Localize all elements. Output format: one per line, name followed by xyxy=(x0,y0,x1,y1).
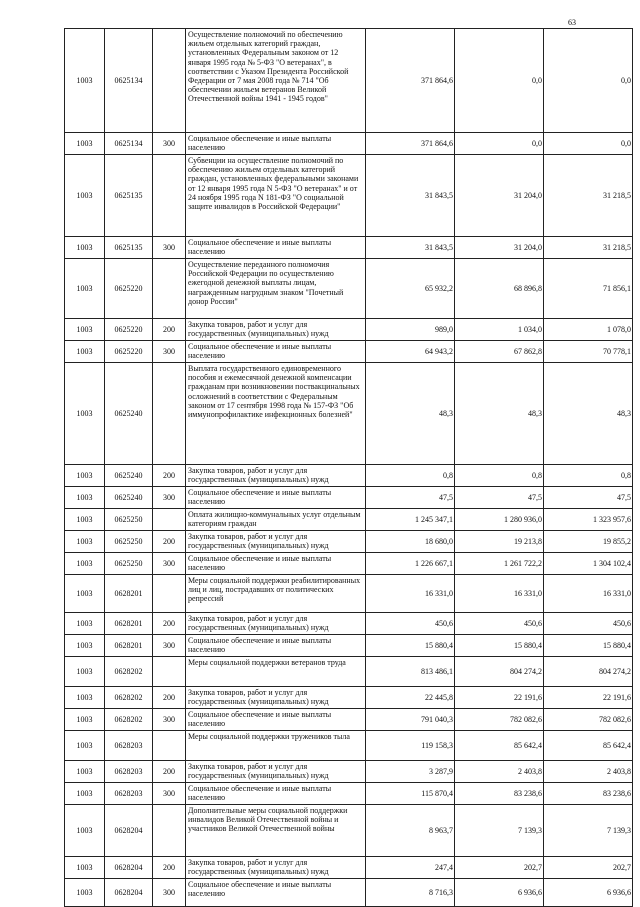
item-name: Меры социальной поддержки тружеников тыла xyxy=(186,731,366,761)
item-name: Осуществление переданного полномочия Российской Федерации по осуществлению ежегодной денежной выплаты лицам, награжденным нагрудным знаком "Почетный донор России" xyxy=(186,259,366,319)
item-name: Социальное обеспечение и иные выплаты населению xyxy=(186,487,366,509)
amount-year-1: 48,3 xyxy=(366,363,455,465)
target-article-code: 0628201 xyxy=(105,635,153,657)
amount-year-2: 68 896,8 xyxy=(455,259,544,319)
amount-year-2: 0,0 xyxy=(455,133,544,155)
table-row xyxy=(65,709,633,731)
table-row xyxy=(65,487,633,509)
expense-type-code: 300 xyxy=(153,879,186,907)
table-row xyxy=(65,731,633,761)
item-name: Социальное обеспечение и иные выплаты населению xyxy=(186,783,366,805)
amount-year-2: 6 936,6 xyxy=(455,879,544,907)
expense-type-code: 300 xyxy=(153,237,186,259)
amount-year-3: 85 642,4 xyxy=(544,731,633,761)
amount-year-2: 15 880,4 xyxy=(455,635,544,657)
amount-year-3: 47,5 xyxy=(544,487,633,509)
amount-year-2: 48,3 xyxy=(455,363,544,465)
table-row xyxy=(65,635,633,657)
amount-year-3: 0,0 xyxy=(544,29,633,133)
amount-year-3: 16 331,0 xyxy=(544,575,633,613)
amount-year-3: 0,8 xyxy=(544,465,633,487)
table-row xyxy=(65,259,633,319)
expense-type-code: 300 xyxy=(153,487,186,509)
amount-year-3: 31 218,5 xyxy=(544,237,633,259)
section-code: 1003 xyxy=(65,553,105,575)
table-row xyxy=(65,29,633,133)
amount-year-2: 31 204,0 xyxy=(455,237,544,259)
amount-year-3: 31 218,5 xyxy=(544,155,633,237)
amount-year-1: 31 843,5 xyxy=(366,237,455,259)
section-code: 1003 xyxy=(65,531,105,553)
target-article-code: 0625240 xyxy=(105,487,153,509)
amount-year-1: 3 287,9 xyxy=(366,761,455,783)
amount-year-1: 8 716,3 xyxy=(366,879,455,907)
expense-type-code: 200 xyxy=(153,761,186,783)
amount-year-2: 67 862,8 xyxy=(455,341,544,363)
table-row xyxy=(65,879,633,907)
target-article-code: 0628204 xyxy=(105,805,153,857)
table-row xyxy=(65,783,633,805)
expense-type-code: 200 xyxy=(153,857,186,879)
item-name: Социальное обеспечение и иные выплаты населению xyxy=(186,237,366,259)
section-code: 1003 xyxy=(65,487,105,509)
amount-year-2: 7 139,3 xyxy=(455,805,544,857)
amount-year-1: 31 843,5 xyxy=(366,155,455,237)
amount-year-3: 15 880,4 xyxy=(544,635,633,657)
table-row xyxy=(65,657,633,687)
target-article-code: 0628203 xyxy=(105,731,153,761)
amount-year-3: 2 403,8 xyxy=(544,761,633,783)
amount-year-2: 1 261 722,2 xyxy=(455,553,544,575)
amount-year-1: 1 245 347,1 xyxy=(366,509,455,531)
amount-year-2: 2 403,8 xyxy=(455,761,544,783)
section-code: 1003 xyxy=(65,731,105,761)
target-article-code: 0625240 xyxy=(105,465,153,487)
target-article-code: 0625134 xyxy=(105,133,153,155)
amount-year-3: 71 856,1 xyxy=(544,259,633,319)
amount-year-2: 804 274,2 xyxy=(455,657,544,687)
target-article-code: 0625134 xyxy=(105,29,153,133)
amount-year-3: 1 304 102,4 xyxy=(544,553,633,575)
item-name: Осуществление полномочий по обеспечению жильем отдельных категорий граждан, установленных Федеральным законом от 12 января 1995 года № 5-ФЗ "О ветеранах", в соответствии с Указом Президента Российской Федерации от 7 мая 2008 года № 714 "Об обеспечении жильем ветеранов Великой Отечественной войны 1941 - 1945 годов" xyxy=(186,29,366,133)
target-article-code: 0628204 xyxy=(105,879,153,907)
item-name: Закупка товаров, работ и услуг для государственных (муниципальных) нужд xyxy=(186,687,366,709)
expense-type-code: 300 xyxy=(153,783,186,805)
section-code: 1003 xyxy=(65,783,105,805)
table-row xyxy=(65,363,633,465)
section-code: 1003 xyxy=(65,259,105,319)
expense-type-code xyxy=(153,363,186,465)
target-article-code: 0628202 xyxy=(105,657,153,687)
amount-year-1: 22 445,8 xyxy=(366,687,455,709)
table-row xyxy=(65,857,633,879)
amount-year-3: 6 936,6 xyxy=(544,879,633,907)
expense-type-code xyxy=(153,259,186,319)
amount-year-1: 0,8 xyxy=(366,465,455,487)
table-row xyxy=(65,613,633,635)
amount-year-2: 19 213,8 xyxy=(455,531,544,553)
target-article-code: 0628202 xyxy=(105,709,153,731)
expense-type-code xyxy=(153,805,186,857)
target-article-code: 0625250 xyxy=(105,509,153,531)
section-code: 1003 xyxy=(65,805,105,857)
target-article-code: 0625220 xyxy=(105,341,153,363)
table-row xyxy=(65,319,633,341)
amount-year-3: 804 274,2 xyxy=(544,657,633,687)
section-code: 1003 xyxy=(65,575,105,613)
target-article-code: 0625250 xyxy=(105,531,153,553)
target-article-code: 0625240 xyxy=(105,363,153,465)
section-code: 1003 xyxy=(65,155,105,237)
table-row xyxy=(65,687,633,709)
expense-type-code xyxy=(153,731,186,761)
target-article-code: 0628203 xyxy=(105,761,153,783)
amount-year-1: 119 158,3 xyxy=(366,731,455,761)
amount-year-1: 247,4 xyxy=(366,857,455,879)
amount-year-1: 16 331,0 xyxy=(366,575,455,613)
amount-year-3: 0,0 xyxy=(544,133,633,155)
amount-year-3: 22 191,6 xyxy=(544,687,633,709)
item-name: Оплата жилищно-коммунальных услуг отдельным категориям граждан xyxy=(186,509,366,531)
amount-year-2: 16 331,0 xyxy=(455,575,544,613)
amount-year-3: 7 139,3 xyxy=(544,805,633,857)
section-code: 1003 xyxy=(65,509,105,531)
amount-year-3: 782 082,6 xyxy=(544,709,633,731)
amount-year-3: 48,3 xyxy=(544,363,633,465)
expense-type-code xyxy=(153,155,186,237)
table-row xyxy=(65,805,633,857)
amount-year-1: 8 963,7 xyxy=(366,805,455,857)
target-article-code: 0625220 xyxy=(105,259,153,319)
amount-year-2: 782 082,6 xyxy=(455,709,544,731)
section-code: 1003 xyxy=(65,465,105,487)
expense-type-code: 200 xyxy=(153,319,186,341)
item-name: Закупка товаров, работ и услуг для государственных (муниципальных) нужд xyxy=(186,319,366,341)
item-name: Меры социальной поддержки ветеранов труда xyxy=(186,657,366,687)
section-code: 1003 xyxy=(65,709,105,731)
target-article-code: 0628204 xyxy=(105,857,153,879)
expense-type-code xyxy=(153,575,186,613)
expense-type-code: 200 xyxy=(153,531,186,553)
item-name: Социальное обеспечение и иные выплаты населению xyxy=(186,341,366,363)
table-row xyxy=(65,155,633,237)
budget-table xyxy=(64,28,633,907)
amount-year-1: 15 880,4 xyxy=(366,635,455,657)
expense-type-code: 300 xyxy=(153,133,186,155)
amount-year-3: 19 855,2 xyxy=(544,531,633,553)
target-article-code: 0628201 xyxy=(105,613,153,635)
expense-type-code: 200 xyxy=(153,613,186,635)
amount-year-2: 202,7 xyxy=(455,857,544,879)
section-code: 1003 xyxy=(65,613,105,635)
item-name: Закупка товаров, работ и услуг для государственных (муниципальных) нужд xyxy=(186,613,366,635)
item-name: Социальное обеспечение и иные выплаты населению xyxy=(186,635,366,657)
amount-year-1: 115 870,4 xyxy=(366,783,455,805)
expense-type-code: 200 xyxy=(153,687,186,709)
item-name: Закупка товаров, работ и услуг для государственных (муниципальных) нужд xyxy=(186,531,366,553)
section-code: 1003 xyxy=(65,687,105,709)
section-code: 1003 xyxy=(65,879,105,907)
amount-year-2: 83 238,6 xyxy=(455,783,544,805)
item-name: Дополнительные меры социальной поддержки инвалидов Великой Отечественной войны и участников Великой Отечественной войны xyxy=(186,805,366,857)
section-code: 1003 xyxy=(65,341,105,363)
expense-type-code: 200 xyxy=(153,465,186,487)
target-article-code: 0625220 xyxy=(105,319,153,341)
amount-year-1: 989,0 xyxy=(366,319,455,341)
table-row xyxy=(65,575,633,613)
section-code: 1003 xyxy=(65,319,105,341)
section-code: 1003 xyxy=(65,761,105,783)
item-name: Закупка товаров, работ и услуг для государственных (муниципальных) нужд xyxy=(186,761,366,783)
expense-type-code xyxy=(153,509,186,531)
expense-type-code: 300 xyxy=(153,635,186,657)
amount-year-3: 450,6 xyxy=(544,613,633,635)
expense-type-code: 300 xyxy=(153,341,186,363)
expense-type-code: 300 xyxy=(153,553,186,575)
amount-year-2: 0,8 xyxy=(455,465,544,487)
expense-type-code xyxy=(153,657,186,687)
amount-year-1: 813 486,1 xyxy=(366,657,455,687)
page-number: 63 xyxy=(568,18,576,27)
table-row xyxy=(65,237,633,259)
item-name: Выплата государственного единовременного пособия и ежемесячной денежной компенсации гражданам при возникновении поствакцинальных осложнений в соответствии с Федеральным законом от 17 сентября 1998 года № 157-ФЗ "Об иммунопрофилактике инфекционных болезней" xyxy=(186,363,366,465)
expense-type-code: 300 xyxy=(153,709,186,731)
table-row xyxy=(65,509,633,531)
amount-year-1: 65 932,2 xyxy=(366,259,455,319)
amount-year-3: 1 323 957,6 xyxy=(544,509,633,531)
target-article-code: 0625135 xyxy=(105,237,153,259)
amount-year-2: 22 191,6 xyxy=(455,687,544,709)
amount-year-2: 1 280 936,0 xyxy=(455,509,544,531)
table-row xyxy=(65,465,633,487)
table-row xyxy=(65,341,633,363)
amount-year-1: 371 864,6 xyxy=(366,133,455,155)
item-name: Социальное обеспечение и иные выплаты населению xyxy=(186,879,366,907)
amount-year-3: 70 778,1 xyxy=(544,341,633,363)
item-name: Закупка товаров, работ и услуг для государственных (муниципальных) нужд xyxy=(186,857,366,879)
amount-year-1: 64 943,2 xyxy=(366,341,455,363)
target-article-code: 0625250 xyxy=(105,553,153,575)
item-name: Субвенции на осуществление полномочий по обеспечению жильем отдельных категорий граждан, установленных федеральными законами от 12 января 1995 года N 5-ФЗ "О ветеранах" и от 24 ноября 1995 года N 181-ФЗ "О социальной защите инвалидов в Российской Федерации" xyxy=(186,155,366,237)
amount-year-3: 83 238,6 xyxy=(544,783,633,805)
amount-year-1: 47,5 xyxy=(366,487,455,509)
item-name: Меры социальной поддержки реабилитированных лиц и лиц, пострадавших от политических репрессий xyxy=(186,575,366,613)
amount-year-2: 31 204,0 xyxy=(455,155,544,237)
amount-year-2: 0,0 xyxy=(455,29,544,133)
amount-year-1: 791 040,3 xyxy=(366,709,455,731)
section-code: 1003 xyxy=(65,133,105,155)
amount-year-2: 1 034,0 xyxy=(455,319,544,341)
amount-year-2: 47,5 xyxy=(455,487,544,509)
amount-year-2: 450,6 xyxy=(455,613,544,635)
amount-year-1: 371 864,6 xyxy=(366,29,455,133)
section-code: 1003 xyxy=(65,237,105,259)
item-name: Социальное обеспечение и иные выплаты населению xyxy=(186,133,366,155)
item-name: Социальное обеспечение и иные выплаты населению xyxy=(186,709,366,731)
section-code: 1003 xyxy=(65,363,105,465)
amount-year-1: 1 226 667,1 xyxy=(366,553,455,575)
target-article-code: 0625135 xyxy=(105,155,153,237)
target-article-code: 0628201 xyxy=(105,575,153,613)
table-row xyxy=(65,133,633,155)
table-row xyxy=(65,553,633,575)
table-row xyxy=(65,761,633,783)
amount-year-3: 1 078,0 xyxy=(544,319,633,341)
item-name: Закупка товаров, работ и услуг для государственных (муниципальных) нужд xyxy=(186,465,366,487)
section-code: 1003 xyxy=(65,29,105,133)
section-code: 1003 xyxy=(65,635,105,657)
section-code: 1003 xyxy=(65,857,105,879)
expense-type-code xyxy=(153,29,186,133)
table-row xyxy=(65,531,633,553)
amount-year-1: 18 680,0 xyxy=(366,531,455,553)
target-article-code: 0628203 xyxy=(105,783,153,805)
target-article-code: 0628202 xyxy=(105,687,153,709)
amount-year-2: 85 642,4 xyxy=(455,731,544,761)
item-name: Социальное обеспечение и иные выплаты населению xyxy=(186,553,366,575)
amount-year-3: 202,7 xyxy=(544,857,633,879)
amount-year-1: 450,6 xyxy=(366,613,455,635)
section-code: 1003 xyxy=(65,657,105,687)
